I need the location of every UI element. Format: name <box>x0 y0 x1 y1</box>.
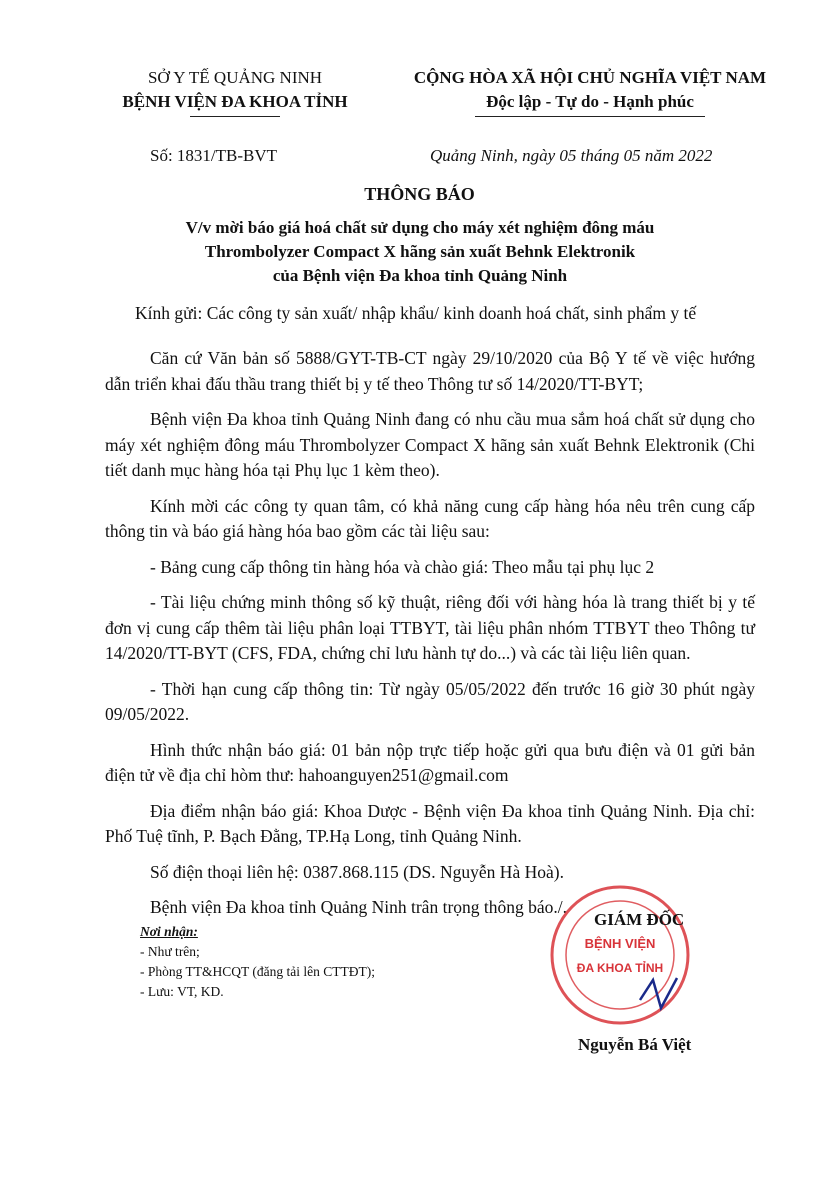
nation-name: CỘNG HÒA XÃ HỘI CHỦ NGHĨA VIỆT NAM <box>413 68 767 87</box>
issuer-underline <box>190 116 280 117</box>
agency-name: SỞ Y TẾ QUẢNG NINH <box>147 68 323 87</box>
signer-name: Nguyễn Bá Việt <box>578 1035 692 1054</box>
body-paragraph: Kính mời các công ty quan tâm, có khả năng cung cấp hàng hóa nêu trên cung cấp thông tin và báo giá hàng hóa bao gồm các tài liệu sau: <box>105 495 755 541</box>
stamp-line-2: ĐA KHOA TỈNH <box>576 961 664 975</box>
body-paragraph: - Tài liệu chứng minh thông số kỹ thuật, riêng đối với hàng hóa là trang thiết bị y tế đơn vị cung cấp thêm tài liệu phân loại TTBYT, tài liệu phân nhóm TTBYT theo Thông tư 14/2020/TT-BYT (CFS, FDA, chứng chỉ lưu hành tự do...) và các tài liệu liên quan. <box>105 592 755 663</box>
place-date: Quảng Ninh, ngày 05 tháng 05 năm 2022 <box>430 146 713 165</box>
body-paragraph: Số điện thoại liên hệ: 0387.868.115 (DS. Nguyễn Hà Hoà). <box>150 861 564 882</box>
document-title: THÔNG BÁO <box>364 184 475 204</box>
recipient-line: Kính gửi: Các công ty sản xuất/ nhập khẩu/ kinh doanh hoá chất, sinh phẩm y tế <box>135 303 697 323</box>
body-paragraph: Căn cứ Văn bản số 5888/GYT-TB-CT ngày 29/10/2020 của Bộ Y tế về việc hướng dẫn triển khai đấu thầu trang thiết bị y tế theo Thông tư số 14/2020/TT-BYT; <box>105 348 755 394</box>
body-paragraph: Bệnh viện Đa khoa tỉnh Quảng Ninh trân trọng thông báo./. <box>150 897 568 917</box>
document-body <box>105 346 755 931</box>
stamp-line-1: BỆNH VIỆN <box>584 936 656 951</box>
receiver-item: - Phòng TT&HCQT (đăng tải lên CTTĐT); <box>140 964 375 979</box>
subject-line: Thrombolyzer Compact X hãng sản xuất Behnk Elektronik <box>204 242 636 261</box>
hospital-name: BỆNH VIỆN ĐA KHOA TỈNH <box>122 92 348 111</box>
body-paragraph: - Bảng cung cấp thông tin hàng hóa và chào giá: Theo mẫu tại phụ lục 2 <box>150 556 655 577</box>
document-subject <box>120 216 720 288</box>
official-stamp <box>545 880 695 1030</box>
receivers-list <box>140 922 375 1002</box>
subject-line: V/v mời báo giá hoá chất sử dụng cho máy xét nghiệm đông máu <box>185 218 655 237</box>
body-paragraph: - Thời hạn cung cấp thông tin: Từ ngày 05/05/2022 đến trước 16 giờ 30 phút ngày 09/05/2022. <box>105 678 755 724</box>
document-number: Số: 1831/TB-BVT <box>150 146 278 165</box>
receiver-item: - Lưu: VT, KD. <box>140 984 224 999</box>
body-paragraph: Địa điểm nhận báo giá: Khoa Dược - Bệnh viện Đa khoa tỉnh Quảng Ninh. Địa chỉ: Phố Tuệ tĩnh, P. Bạch Đằng, TP.Hạ Long, tỉnh Quảng Ninh. <box>105 800 755 846</box>
national-header <box>370 66 810 117</box>
motto-underline <box>475 116 705 117</box>
national-motto: Độc lập - Tự do - Hạnh phúc <box>486 92 694 111</box>
receiver-item: - Như trên; <box>140 944 200 959</box>
subject-line: của Bệnh viện Đa khoa tỉnh Quảng Ninh <box>272 266 568 285</box>
body-paragraph: Hình thức nhận báo giá: 01 bản nộp trực tiếp hoặc gửi qua bưu điện và 01 gửi bản điện tử về địa chỉ hòm thư: hahoanguyen251@gmail.com <box>105 739 755 785</box>
issuer-header <box>70 66 400 117</box>
body-paragraph: Bệnh viện Đa khoa tỉnh Quảng Ninh đang có nhu cầu mua sắm hoá chất sử dụng cho máy xét nghiệm đông máu Thrombolyzer Compact X hãng sản xuất Behnk Elektronik (Chi tiết danh mục hàng hóa tại Phụ lục 1 kèm theo). <box>105 409 755 480</box>
receivers-label: Nơi nhận: <box>140 924 198 939</box>
signer-role: GIÁM ĐỐC <box>594 910 685 929</box>
